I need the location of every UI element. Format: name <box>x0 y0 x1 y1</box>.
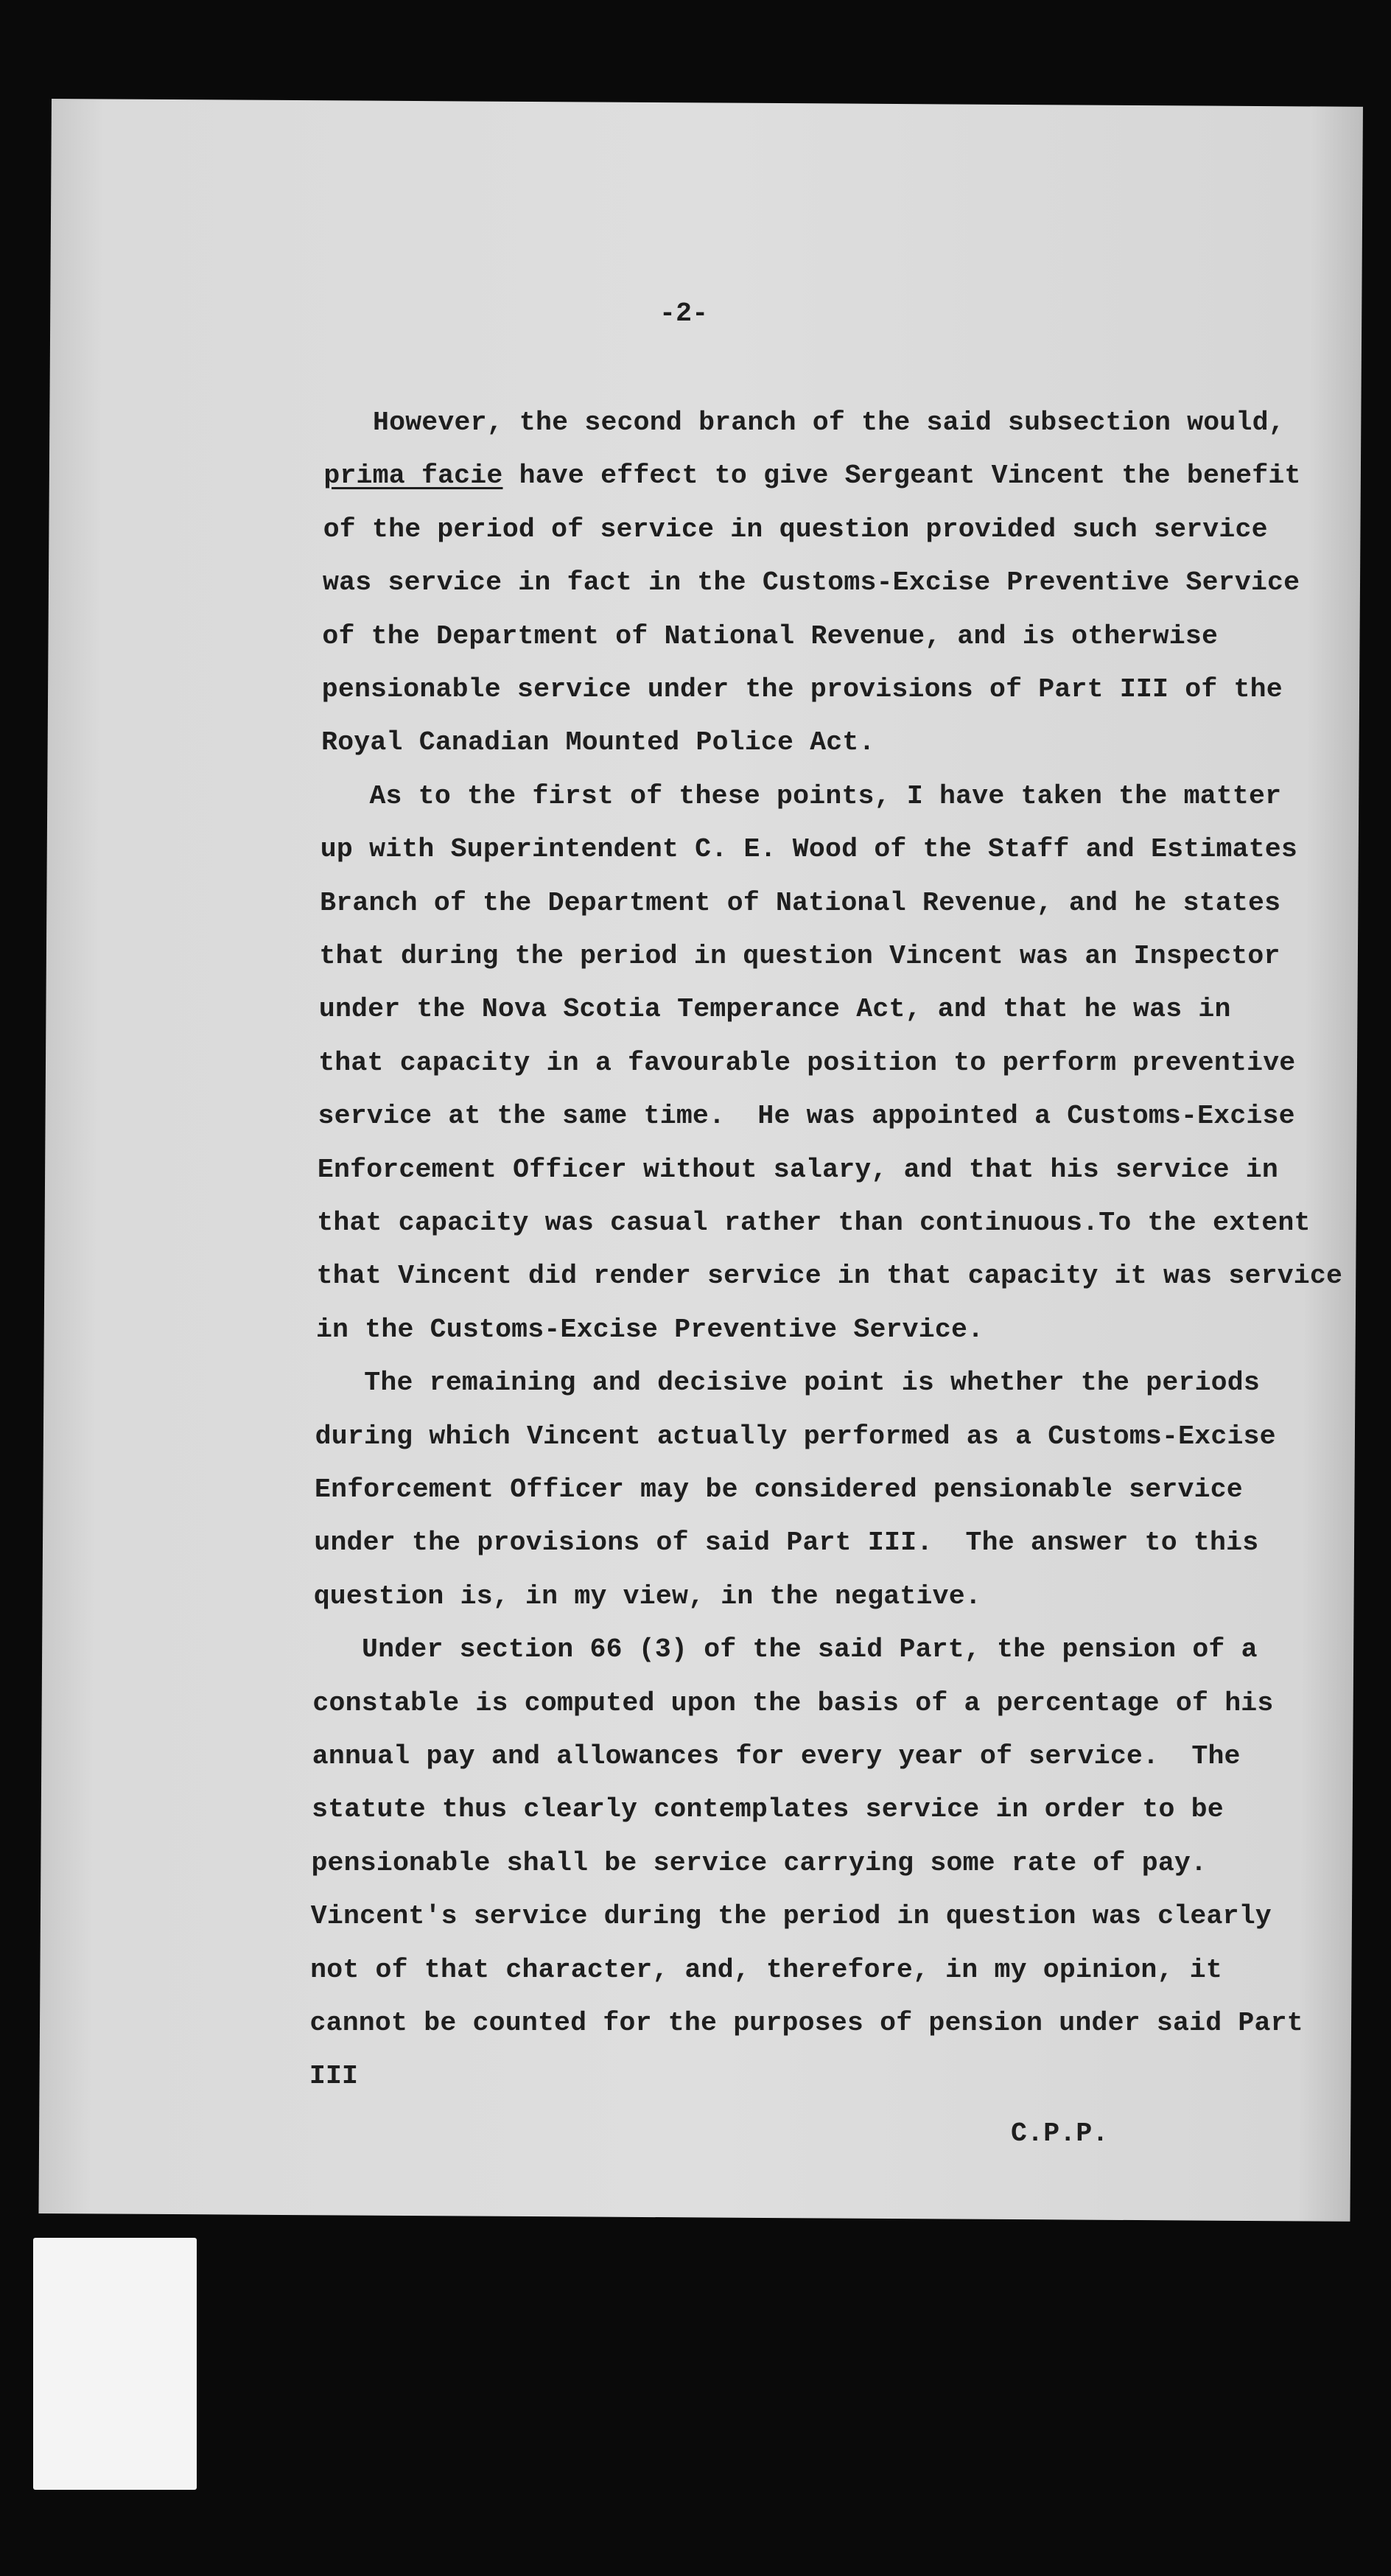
line-text: during which Vincent actually performed as a Customs-Excise <box>315 1421 1276 1452</box>
text-line <box>312 1688 1273 1718</box>
line-text: of the period of service in question provided such service <box>323 514 1268 545</box>
line-text: Enforcement Officer may be considered pensionable service <box>315 1474 1243 1505</box>
line-text: that capacity was casual rather than continuous.To the extent <box>317 1208 1311 1238</box>
line-text: constable is computed upon the basis of a percentage of his <box>312 1687 1274 1718</box>
text-line <box>373 407 1285 438</box>
line-text: under the Nova Scotia Temperance Act, and that he was in <box>318 994 1231 1025</box>
text-line <box>309 2061 358 2091</box>
line-text: up with Superintendent C. E. Wood of the Staff and Estimates <box>320 834 1298 865</box>
text-line <box>312 1741 1241 1771</box>
line-text: in the Customs-Excise Preventive Service. <box>315 1314 984 1345</box>
text-line <box>364 1368 1260 1398</box>
line-text: As to the first of these points, I have taken the matter <box>369 780 1282 811</box>
text-line <box>321 727 875 757</box>
line-text: that Vincent did render service in that capacity it was service <box>316 1261 1343 1292</box>
line-text: have effect to give Sergeant Vincent the benefit <box>502 461 1301 491</box>
text-line <box>312 1794 1224 1824</box>
line-text: Enforcement Officer without salary, and that his service in <box>317 1154 1279 1185</box>
text-line <box>314 1527 1258 1558</box>
text-line <box>323 567 1300 598</box>
line-text: pensionable shall be service carrying some rate of pay. <box>311 1847 1208 1878</box>
text-line <box>323 514 1268 545</box>
line-text: Royal Canadian Mounted Police Act. <box>321 727 875 758</box>
text-line <box>314 1581 981 1611</box>
line-text: Under section 66 (3) of the said Part, the pension of a <box>362 1634 1258 1665</box>
line-text: However, the second branch of the said subsection would, <box>373 407 1285 438</box>
line-text: that capacity in a favourable position to perform preventive <box>318 1047 1296 1078</box>
text-line <box>317 1208 1310 1238</box>
text-line <box>318 1048 1295 1078</box>
line-text: was service in fact in the Customs-Excise Preventive Service <box>323 567 1300 598</box>
text-line <box>322 621 1218 651</box>
line-text: annual pay and allowances for every year of service. The <box>312 1741 1241 1771</box>
text-line <box>310 1955 1222 1985</box>
line-text: service at the same time. He was appointed a Customs-Excise <box>318 1101 1295 1132</box>
line-text: not of that character, and, therefore, in my opinion, it <box>310 1954 1222 1985</box>
line-text: cannot be counted for the purposes of pension under said Part <box>309 2008 1303 2038</box>
line-text: Branch of the Department of National Revenue, and he states <box>320 887 1281 918</box>
text-line <box>319 994 1231 1024</box>
text-line <box>315 1474 1243 1505</box>
underlined-phrase: prima facie <box>323 461 503 491</box>
text-line <box>362 1634 1258 1665</box>
text-line <box>318 1155 1278 1185</box>
text-line <box>310 2008 1303 2038</box>
text-line <box>322 674 1283 704</box>
line-text: pensionable service under the provisions of Part III of the <box>321 674 1283 704</box>
signature-initials: C.P.P. <box>1011 2118 1109 2149</box>
line-text: Vincent's service during the period in question was clearly <box>310 1901 1272 1932</box>
text-line <box>320 834 1297 864</box>
page-number: -2- <box>659 298 709 329</box>
text-line <box>318 1101 1295 1131</box>
text-line <box>315 1421 1276 1452</box>
line-text: question is, in my view, in the negative. <box>313 1581 981 1611</box>
text-line <box>311 1848 1207 1878</box>
line-text: The remaining and decisive point is whether the periods <box>364 1368 1260 1399</box>
text-line <box>320 941 1280 971</box>
line-text: that during the period in question Vincent was an Inspector <box>319 941 1280 971</box>
text-line <box>316 1315 984 1345</box>
text-line <box>317 1261 1343 1291</box>
archive-label <box>33 2238 197 2490</box>
text-line <box>369 781 1281 811</box>
line-text: III <box>309 2061 359 2092</box>
text-line <box>320 888 1280 918</box>
text-line <box>323 461 1300 491</box>
text-line <box>311 1901 1272 1931</box>
line-text: under the provisions of said Part III. The answer to this <box>314 1527 1259 1558</box>
line-text: statute thus clearly contemplates service in order to be <box>312 1794 1224 1825</box>
line-text: of the Department of National Revenue, and is otherwise <box>322 620 1219 651</box>
